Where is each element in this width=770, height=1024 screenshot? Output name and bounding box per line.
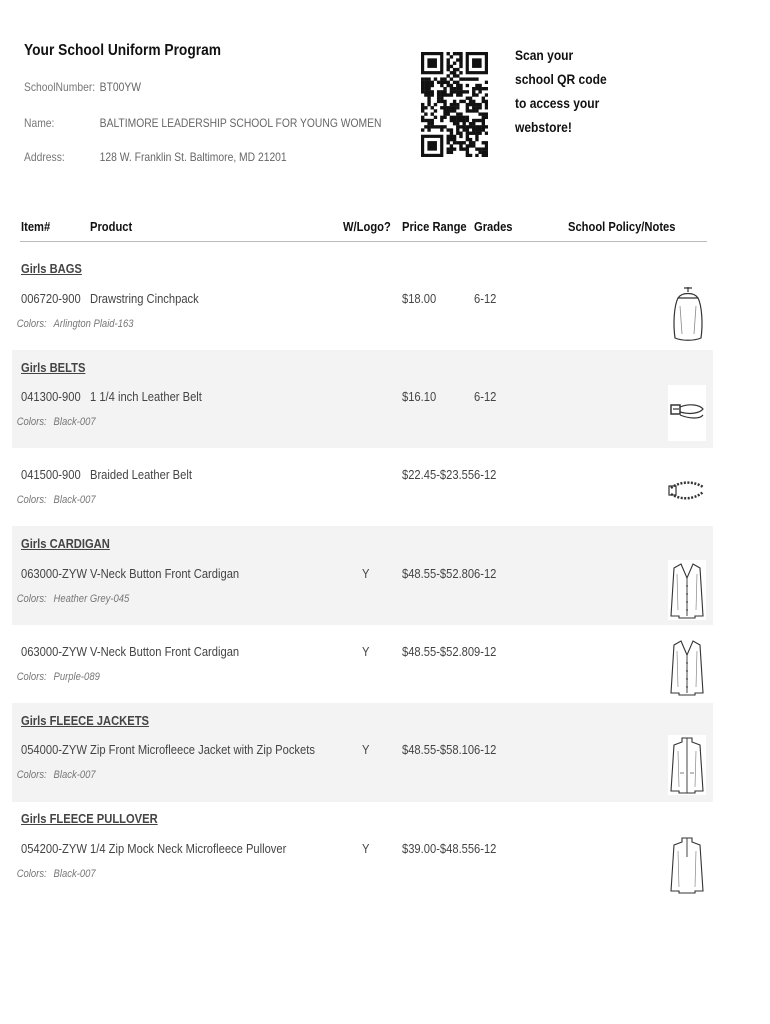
colors-row: [14, 769, 96, 781]
grades: 9-12: [474, 644, 497, 659]
product-name[interactable]: 1/4 Zip Mock Neck Microfleece Pullover: [90, 841, 287, 856]
colors-label: Colors:: [16, 494, 47, 506]
price-range: $16.10: [402, 389, 437, 404]
item-number: 063000-ZYW: [21, 566, 87, 581]
colors-label: Colors:: [16, 416, 47, 428]
product-name[interactable]: V-Neck Button Front Cardigan: [90, 566, 240, 581]
item-number: 041500-900: [21, 467, 81, 482]
colors-row: [14, 868, 96, 880]
product-name[interactable]: 1 1/4 inch Leather Belt: [90, 389, 202, 404]
colors-label: Colors:: [16, 671, 47, 683]
category-heading: Girls FLEECE JACKETS: [21, 713, 149, 728]
grades: 6-12: [474, 566, 497, 581]
scan-line: webstore!: [515, 119, 572, 135]
colors-label: Colors:: [16, 318, 47, 330]
item-number: 054200-ZYW: [21, 841, 87, 856]
school-number-value: BT00YW: [99, 80, 141, 94]
colors-label: Colors:: [16, 593, 47, 605]
logo-flag: Y: [362, 742, 370, 757]
jacket-icon: [668, 735, 706, 795]
colors-value: Black-007: [53, 868, 96, 880]
col-price: Price Range: [402, 219, 467, 234]
item-number: 063000-ZYW: [21, 644, 87, 659]
school-number-row: [24, 80, 141, 94]
item-number: 054000-ZYW: [21, 742, 87, 757]
price-range: $48.55-$52.80: [402, 644, 475, 659]
price-range: $18.00: [402, 291, 437, 306]
col-grades: Grades: [474, 219, 513, 234]
school-name-value: BALTIMORE LEADERSHIP SCHOOL FOR YOUNG WOMEN: [99, 116, 382, 130]
price-range: $48.55-$58.10: [402, 742, 475, 757]
school-address-value: 128 W. Franklin St. Baltimore, MD 21201: [99, 150, 287, 164]
scan-line: Scan your: [515, 47, 574, 63]
colors-row: [14, 494, 96, 506]
colors-value: Purple-089: [53, 671, 100, 683]
col-product: Product: [90, 219, 133, 234]
product-name[interactable]: V-Neck Button Front Cardigan: [90, 644, 240, 659]
braided-belt-icon: [668, 478, 706, 504]
colors-row: [14, 416, 96, 428]
colors-row: [14, 671, 100, 683]
grades: 6-12: [474, 742, 497, 757]
cardigan-icon: [668, 637, 706, 697]
school-address-label: Address:: [24, 150, 65, 164]
school-name-label: Name:: [24, 116, 55, 130]
category-heading: Girls FLEECE PULLOVER: [21, 811, 158, 826]
price-range: $48.55-$52.80: [402, 566, 475, 581]
logo-flag: Y: [362, 566, 370, 581]
school-header: [24, 42, 382, 164]
category-heading: Girls BAGS: [21, 261, 82, 276]
header-divider: [20, 241, 707, 242]
product-name[interactable]: Zip Front Microfleece Jacket with Zip Pockets: [90, 742, 315, 757]
colors-row: [14, 593, 129, 605]
grades: 6-12: [474, 467, 497, 482]
school-name-row: [24, 116, 381, 130]
pullover-icon: [668, 835, 706, 895]
colors-value: Black-007: [53, 416, 96, 428]
cardigan-icon: [668, 560, 706, 620]
item-number: 041300-900: [21, 389, 81, 404]
colors-label: Colors:: [16, 868, 47, 880]
qr-code-icon[interactable]: [421, 52, 488, 157]
price-range: $22.45-$23.55: [402, 467, 475, 482]
colors-value: Black-007: [53, 769, 96, 781]
grades: 6-12: [474, 841, 497, 856]
price-range: $39.00-$48.55: [402, 841, 475, 856]
category-heading: Girls BELTS: [21, 360, 86, 375]
logo-flag: Y: [362, 841, 370, 856]
item-number: 006720-900: [21, 291, 81, 306]
colors-value: Heather Grey-045: [53, 593, 130, 605]
school-address-row: [24, 150, 287, 164]
category-heading: Girls CARDIGAN: [21, 536, 110, 551]
logo-flag: Y: [362, 644, 370, 659]
colors-value: Arlington Plaid-163: [53, 318, 134, 330]
scan-line: school QR code: [515, 71, 607, 87]
product-name[interactable]: Drawstring Cinchpack: [90, 291, 199, 306]
page-title: Your School Uniform Program: [24, 42, 221, 59]
grades: 6-12: [474, 291, 497, 306]
belt-icon: [668, 385, 706, 441]
colors-row: [14, 318, 133, 330]
col-notes: School Policy/Notes: [568, 219, 676, 234]
colors-value: Black-007: [53, 494, 96, 506]
col-logo: W/Logo?: [343, 219, 391, 234]
bag-icon: [668, 284, 708, 344]
school-number-label: SchoolNumber:: [24, 80, 96, 94]
grades: 6-12: [474, 389, 497, 404]
scan-instructions: [515, 43, 607, 139]
product-name[interactable]: Braided Leather Belt: [90, 467, 192, 482]
col-item: Item#: [21, 219, 51, 234]
colors-label: Colors:: [16, 769, 47, 781]
scan-line: to access your: [515, 95, 600, 111]
